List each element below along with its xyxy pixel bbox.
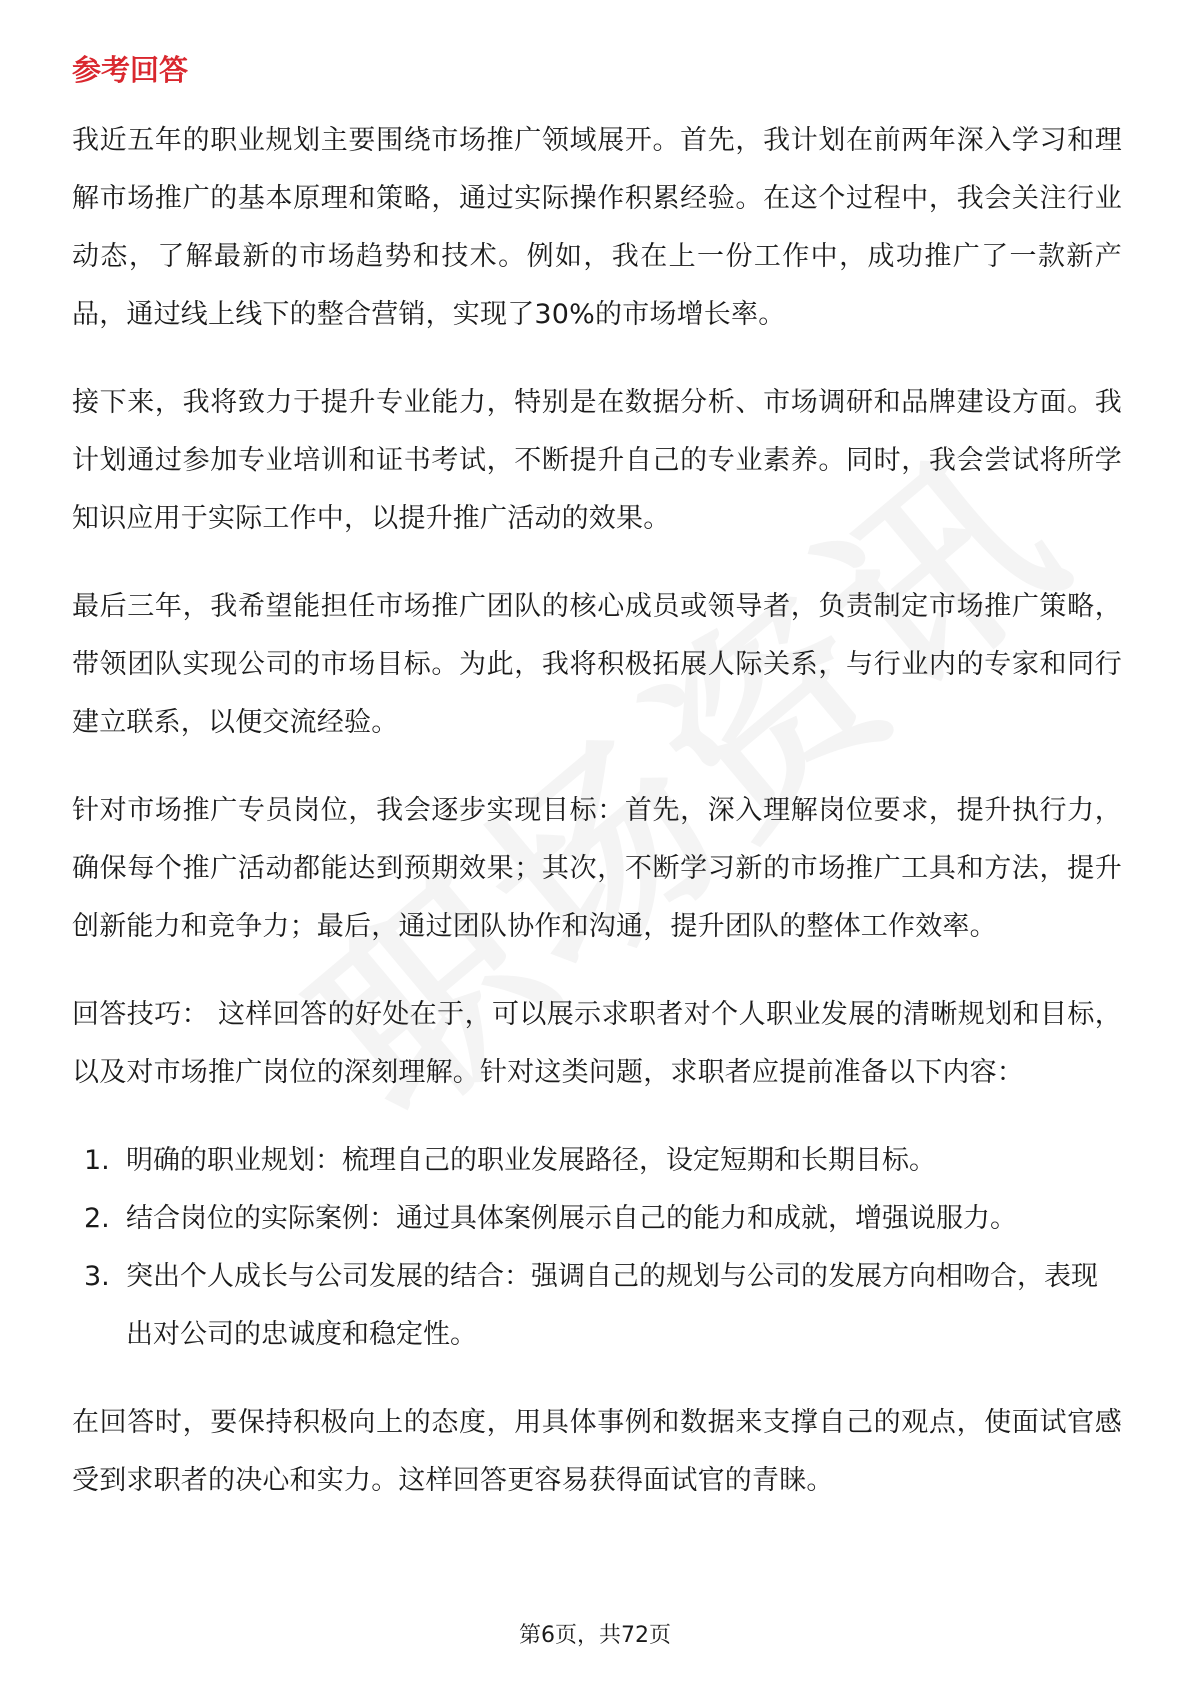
tips-list [72,1132,1122,1364]
list-item-number: 2. [84,1203,110,1234]
answer-tips-intro: 回答技巧： 这样回答的好处在于，可以展示求职者对个人职业发展的清晰规划和目标，以及对市场推广岗位的深刻理解。针对这类问题，求职者应提前准备以下内容： [72,999,1122,1088]
list-item-text: 结合岗位的实际案例：通过具体案例展示自己的能力和成就，增强说服力。 [126,1203,1017,1234]
list-item [72,1248,1122,1364]
page-number: 第6页，共72页 [519,1623,671,1648]
list-item-text: 突出个人成长与公司发展的结合：强调自己的规划与公司的发展方向相吻合，表现出对公司的忠诚度和稳定性。 [126,1261,1098,1350]
list-item [72,1132,1122,1190]
paragraph-2: 接下来，我将致力于提升专业能力，特别是在数据分析、市场调研和品牌建设方面。我计划通过参加专业培训和证书考试，不断提升自己的专业素养。同时，我会尝试将所学知识应用于实际工作中，以提升推广活动的效果。 [72,387,1122,534]
paragraph-4: 针对市场推广专员岗位，我会逐步实现目标：首先，深入理解岗位要求，提升执行力，确保每个推广活动都能达到预期效果；其次，不断学习新的市场推广工具和方法，提升创新能力和竞争力；最后，通过团队协作和沟通，提升团队的整体工作效率。 [72,795,1122,942]
paragraph-3: 最后三年，我希望能担任市场推广团队的核心成员或领导者，负责制定市场推广策略，带领团队实现公司的市场目标。为此，我将积极拓展人际关系，与行业内的专家和同行建立联系，以便交流经验。 [72,591,1122,738]
list-item [72,1190,1122,1248]
closing-paragraph: 在回答时，要保持积极向上的态度，用具体事例和数据来支撑自己的观点，使面试官感受到求职者的决心和实力。这样回答更容易获得面试官的青睐。 [72,1407,1122,1496]
section-heading: 参考回答 [72,53,189,87]
list-item-number: 1. [84,1145,110,1176]
list-item-number: 3. [84,1261,110,1292]
list-item-text: 明确的职业规划：梳理自己的职业发展路径，设定短期和长期目标。 [126,1145,936,1176]
paragraph-1: 我近五年的职业规划主要围绕市场推广领域展开。首先，我计划在前两年深入学习和理解市场推广的基本原理和策略，通过实际操作积累经验。在这个过程中，我会关注行业动态，了解最新的市场趋势和技术。例如，我在上一份工作中，成功推广了一款新产品，通过线上线下的整合营销，实现了30%的市场增长率。 [72,125,1122,330]
document-content [72,50,1122,1540]
